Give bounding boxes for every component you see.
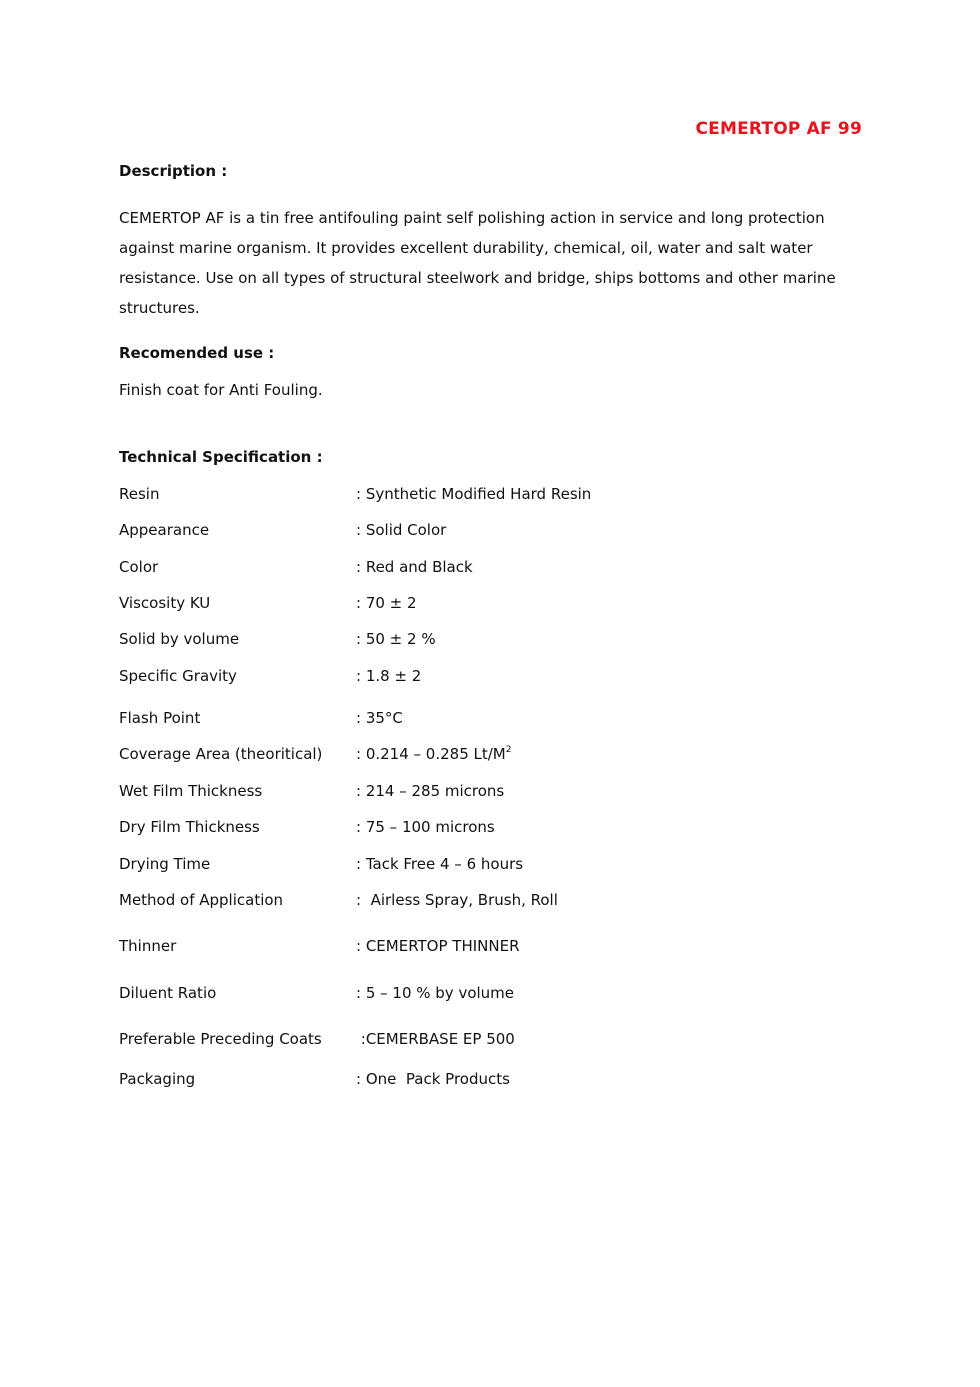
spec-value-text: : 0.214 – 0.285 Lt/M — [356, 745, 506, 763]
spec-value: : Synthetic Modified Hard Resin — [356, 485, 592, 503]
spec-label: Diluent Ratio — [119, 984, 217, 1002]
spec-value: : 5 – 10 % by volume — [356, 984, 515, 1002]
spec-label: Preferable Preceding Coats — [119, 1030, 322, 1048]
spec-value: : 35°C — [356, 709, 403, 727]
spec-label: Appearance — [119, 521, 210, 539]
spec-value: : 75 – 100 microns — [356, 818, 495, 836]
spec-label: Method of Application — [119, 891, 284, 909]
spec-value: : 214 – 285 microns — [356, 782, 505, 800]
recommended-use-text: Finish coat for Anti Fouling. — [119, 381, 323, 399]
spec-label: Thinner — [119, 937, 177, 955]
spec-value: : Red and Black — [356, 558, 473, 576]
recommended-use-heading: Recomended use : — [119, 344, 275, 362]
spec-value: :CEMERBASE EP 500 — [356, 1030, 515, 1048]
spec-value: : Airless Spray, Brush, Roll — [356, 891, 558, 909]
spec-label: Dry Film Thickness — [119, 818, 260, 836]
spec-label: Packaging — [119, 1070, 196, 1088]
description-line: resistance. Use on all types of structural steelwork and bridge, ships bottoms and other marine — [119, 269, 836, 287]
spec-label: Wet Film Thickness — [119, 782, 263, 800]
spec-value: : CEMERTOP THINNER — [356, 937, 520, 955]
description-line: structures. — [119, 299, 200, 317]
technical-spec-heading: Technical Specification : — [119, 448, 323, 466]
spec-label: Specific Gravity — [119, 667, 237, 685]
spec-value: : One Pack Products — [356, 1070, 510, 1088]
spec-label: Solid by volume — [119, 630, 240, 648]
description-line: against marine organism. It provides excellent durability, chemical, oil, water and salt water — [119, 239, 813, 257]
spec-label: Color — [119, 558, 159, 576]
description-paragraph — [119, 203, 839, 323]
spec-label: Coverage Area (theoritical) — [119, 745, 323, 763]
superscript: 2 — [505, 745, 512, 755]
product-title: CEMERTOP AF 99 — [695, 119, 862, 139]
spec-value: : Solid Color — [356, 521, 447, 539]
spec-label: Viscosity KU — [119, 594, 211, 612]
spec-label: Resin — [119, 485, 160, 503]
spec-value: : 70 ± 2 — [356, 594, 417, 612]
description-line: CEMERTOP AF is a tin free antifouling paint self polishing action in service and long protection — [119, 209, 825, 227]
description-heading: Description : — [119, 162, 228, 180]
spec-value: : 1.8 ± 2 — [356, 667, 422, 685]
spec-label: Drying Time — [119, 855, 211, 873]
spec-value — [356, 743, 511, 765]
spec-value: : 50 ± 2 % — [356, 630, 436, 648]
spec-value: : Tack Free 4 – 6 hours — [356, 855, 524, 873]
spec-label: Flash Point — [119, 709, 201, 727]
